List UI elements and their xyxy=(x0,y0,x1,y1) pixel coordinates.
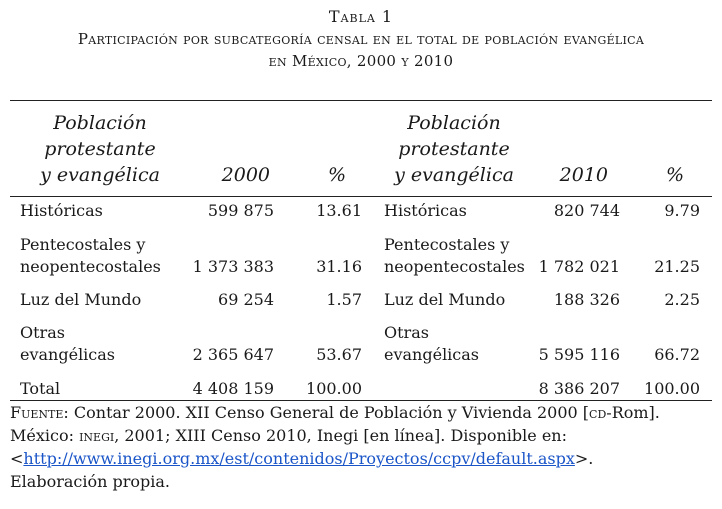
table-cell-pct-2000: 31.16 xyxy=(316,257,362,276)
table-caption-line-1: Participación por subcategoría censal en el total de población evangélica xyxy=(77,30,645,48)
header-year-2000: 2000 xyxy=(221,164,270,186)
header-line: Población xyxy=(53,112,147,134)
table-cell-pct-2010: 2.25 xyxy=(664,290,700,309)
table-row-category: Otras evangélicas xyxy=(20,323,116,364)
source-line-1: Fuente: Contar 2000. XII Censo General de Población y Vivienda 2000 [cd-Rom]. xyxy=(10,403,660,422)
table-row-category: Luz del Mundo xyxy=(384,290,506,309)
header-line: protestante xyxy=(398,138,510,160)
header-group-2010 xyxy=(374,110,534,188)
header-line: y evangélica xyxy=(40,164,160,186)
table-row-category: Históricas xyxy=(384,201,467,220)
table-row-category: Total xyxy=(20,379,61,398)
table-cell-2010: 5 595 116 xyxy=(538,345,620,364)
header-rule xyxy=(10,196,712,197)
table-cell-pct-2000: 13.61 xyxy=(316,201,362,220)
table-cell-2010: 1 782 021 xyxy=(538,257,620,276)
table-cell-pct-2010: 100.00 xyxy=(644,379,700,398)
table-cell-2000: 2 365 647 xyxy=(192,345,274,364)
table-cell-2000: 69 254 xyxy=(218,290,274,309)
header-line: Población xyxy=(407,112,501,134)
table-cell-2000: 599 875 xyxy=(207,201,274,220)
source-note-line: Elaboración propia. xyxy=(10,472,171,491)
table-cell-2000: 4 408 159 xyxy=(192,379,274,398)
header-pct-2000: % xyxy=(327,164,346,186)
header-line: y evangélica xyxy=(394,164,514,186)
table-title-block xyxy=(0,6,722,72)
table-cell-pct-2010: 66.72 xyxy=(654,345,700,364)
source-url-link[interactable]: http://www.inegi.org.mx/est/contenidos/Proyectos/ccpv/default.aspx xyxy=(23,449,575,468)
table-row-category: Históricas xyxy=(20,201,103,220)
header-pct-2010: % xyxy=(665,164,684,186)
table-cell-pct-2000: 100.00 xyxy=(306,379,362,398)
table-cell-pct-2010: 9.79 xyxy=(664,201,700,220)
table-source-note xyxy=(10,401,715,493)
table-row-category: Luz del Mundo xyxy=(20,290,142,309)
table-cell-2010: 188 326 xyxy=(553,290,620,309)
table-row-category: Otras evangélicas xyxy=(384,323,480,364)
table-row-category: Pentecostales y neopentecostales xyxy=(384,235,525,276)
table-cell-2010: 8 386 207 xyxy=(538,379,620,398)
header-line: protestante xyxy=(44,138,156,160)
source-line-2: México: inegi, 2001; XIII Censo 2010, Inegi [en línea]. Disponible en: <http://www.inegi.org.mx/est/contenidos/Proyectos/ccpv/default.aspx>. xyxy=(10,426,594,468)
table-cell-pct-2010: 21.25 xyxy=(654,257,700,276)
table-row-category: Pentecostales y neopentecostales xyxy=(20,235,161,276)
header-group-2000 xyxy=(20,110,180,188)
table-cell-2000: 1 373 383 xyxy=(192,257,274,276)
table-cell-pct-2000: 1.57 xyxy=(326,290,362,309)
table-cell-pct-2000: 53.67 xyxy=(316,345,362,364)
table-cell-2010: 820 744 xyxy=(553,201,620,220)
source-label: Fuente: xyxy=(10,403,69,422)
table-caption-line-2: en México, 2000 y 2010 xyxy=(268,52,454,70)
top-rule xyxy=(10,100,712,101)
table-label: Tabla 1 xyxy=(328,7,394,26)
header-year-2010: 2010 xyxy=(559,164,608,186)
